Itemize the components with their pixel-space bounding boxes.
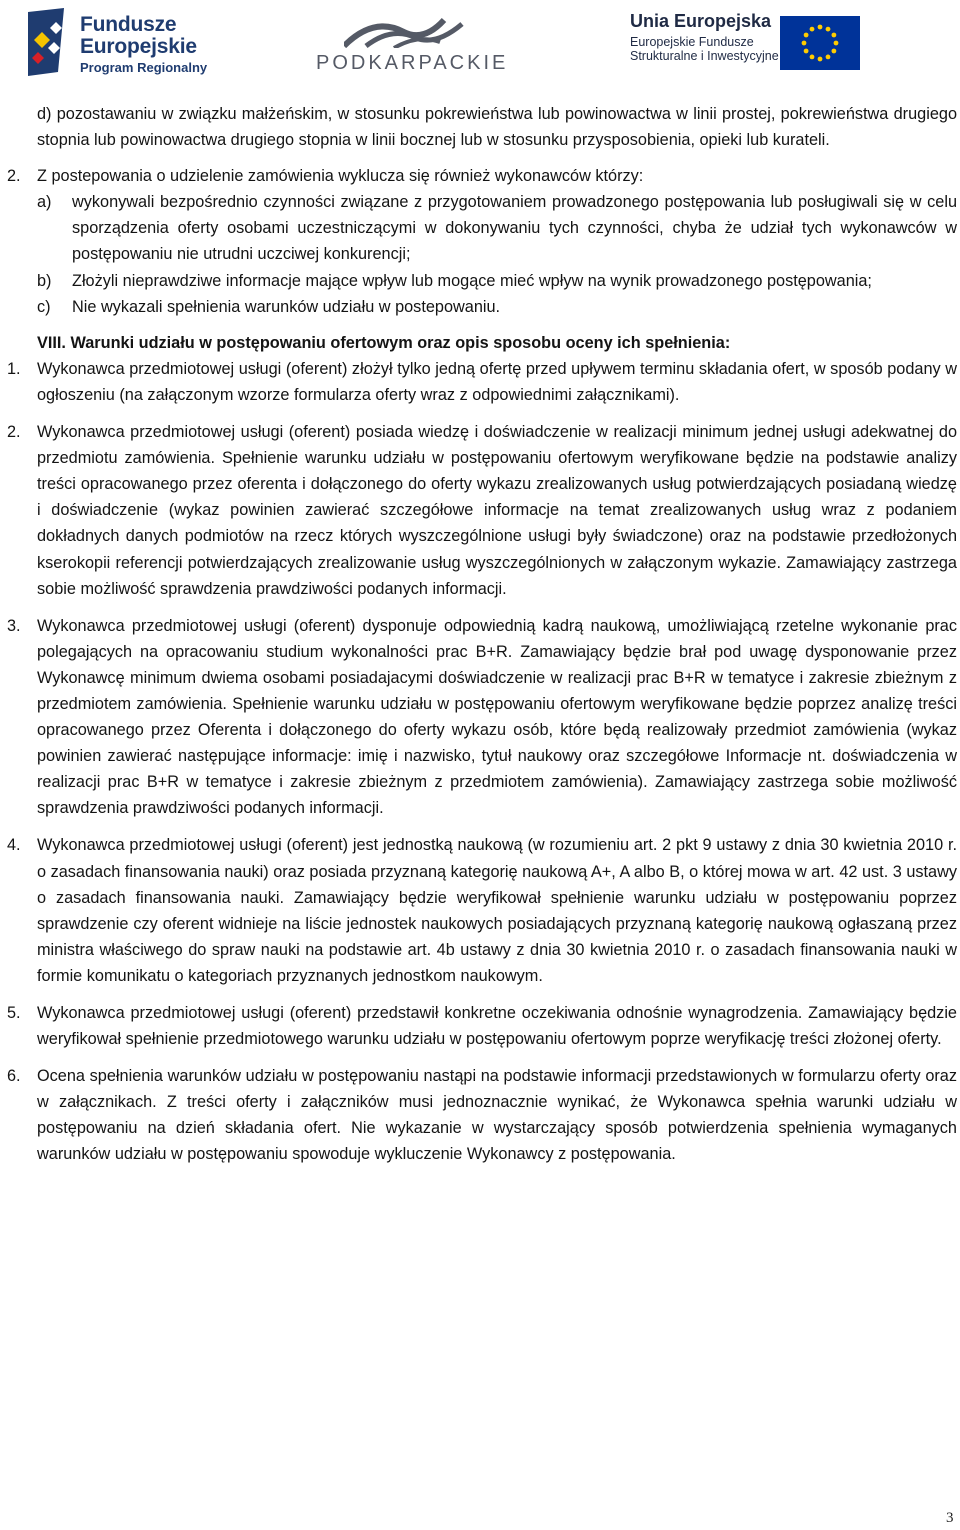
item-number: 4.	[7, 836, 21, 855]
item-number: 5.	[7, 1004, 21, 1022]
item-text: Ocena spełnienia warunków udziału w postępowaniu nastąpi na podstawie informacji przedstawionych w formularzu oferty oraz w załącznikach. Z treści oferty i załączników musi jednoznacznie wynikać, że Wykonawca spełnia warunki udziału w postępowaniu na dzień składania ofert. Nie wykazanie w wystarczający sposób potwierdzenia spełnienia wymaganych warunków udziału w postępowaniu spowoduje wykluczenie Wykonawcy z postępowania.	[37, 1067, 957, 1164]
logo-left-line3: Program Regionalny	[80, 60, 208, 75]
sub-item-text: Złożyli nieprawdziwe informacje mające wpływ lub mogące mieć wpływ na wynik prowadzonego postępowania;	[72, 271, 872, 290]
exclusion-item-2	[7, 163, 957, 189]
section-heading: VIII. Warunki udziału w postępowaniu ofertowym oraz opis sposobu oceny ich spełnienia:	[37, 333, 731, 352]
sub-item-b	[37, 268, 957, 294]
fundusze-europejskie-emblem-icon	[28, 8, 74, 76]
sub-item-label: a)	[37, 193, 52, 212]
logo-left-line2: Europejskie	[80, 35, 197, 58]
page-number: 3	[946, 1510, 954, 1526]
sub-item-text: Nie wykazali spełnienia warunków udziału w postepowaniu.	[72, 297, 501, 316]
eu-flag-icon	[780, 16, 860, 70]
item-number: 3.	[7, 616, 21, 635]
logo-left-line1: Fundusze	[80, 13, 177, 36]
condition-item-5	[7, 1000, 957, 1052]
sub-item-text: wykonywali bezpośrednio czynności związane z przygotowaniem prowadzonego postępowania lub posługiwali się w celu sporządzenia oferty osobami uczestniczącymi w dokonywaniu tych czynności, chyba że udział tych wykonawców w postępowaniu nie utrudni uczciwej konkurencji;	[72, 193, 957, 264]
item-number: 2.	[7, 167, 21, 186]
logo-right-line1: Unia Europejska	[630, 11, 772, 31]
condition-item-4	[7, 832, 957, 989]
item-number: 6.	[7, 1067, 21, 1086]
condition-item-3	[7, 613, 957, 822]
item-text: Wykonawca przedmiotowej usługi (oferent) dysponuje odpowiednią kadrą naukową, umożliwiającą rzetelne wykonanie prac polegających na opracowaniu studium wykonalności prac B+R. Zamawiający będzie brał pod uwagę dysponowanie przez Wykonawcę minimum dwiema osobami posiadajacymi doświadczenie w realizacji prac B+R w tematyce i zakresie zbieżnym z przedmiotem zamówienia. Spełnienie warunku udziału w postępowaniu ofertowym weryfikowane będzie poprzez analizę treści opracowanego przez Oferenta i dołączonego do oferty wykazu osób, które będą realizowały przedmiot zamówienia (wykaz powinien zawierać następujące informacje: imię i nazwisko, tytuł naukowy oraz szczegółowe Informacje nt. doświadczenia w realizacji prac B+R w tematyce i zakresie zbieżnym z przedmiotem zamówienia). Zamawiający zastrzega sobie możliwość sprawdzenia prawdziwości podanych informacji.	[37, 616, 957, 818]
item-text: Wykonawca przedmiotowej usługi (oferent) przedstawił konkretne oczekiwania odnośnie wynagrodzenia. Zamawiający będzie weryfikował spełnienie przedmiotowego warunku udziału w postępowaniu ofertowym poprze weryfikację treści złożonej oferty.	[37, 1004, 957, 1049]
condition-item-2	[7, 419, 957, 602]
item-text: Z postepowania o udzielenie zamówienia wyklucza się również wykonawców którzy:	[37, 167, 644, 186]
sub-item-label: b)	[37, 271, 52, 290]
item-number: 2.	[7, 423, 21, 442]
sub-item-c	[37, 294, 957, 320]
podkarpackie-mountains-icon	[344, 12, 464, 48]
item-text: Wykonawca przedmiotowej usługi (oferent) posiada wiedzę i doświadczenie w realizacji minimum jednej usługi adekwatnej do przedmiotu zamówienia. Spełnienie warunku udziału w postępowaniu ofertowym weryfikowane będzie na podstawie analizy treści opracowanego przez oferenta i dołączonego do oferty wykazu zrealizowanych usług potwierdzających posiadaną wiedzę i doświadczenie (wykaz powinien zawierać szczegółowe informacje na temat zrealizowanych usług wraz z podaniem dokładnych danych podmiotów na rzecz których wyszczególnione usługi były świadczone) oraz na podstawie przedłożonych kserokopii referencji potwierdzających zrealizowanie usług wyszczególnionych w załączonym wykazie. Zamawiający zastrzega sobie możliwość sprawdzenia prawdziwości podanych informacji.	[37, 423, 957, 598]
item-text: Wykonawca przedmiotowej usługi (oferent) złożył tylko jedną ofertę przed upływem terminu składania ofert, w sposób podany w ogłoszeniu (na załączonym wzorze formularza oferty wraz z odpowiednimi załącznikami).	[37, 359, 957, 404]
logo-right-line3: Strukturalne i Inwestycyjne	[630, 48, 779, 63]
fundusze-europejskie-logo	[28, 6, 228, 78]
logo-right-line2: Europejskie Fundusze	[630, 34, 754, 49]
document-body	[7, 101, 957, 1168]
condition-item-1	[7, 356, 957, 408]
paragraph-d: d) pozostawaniu w związku małżeńskim, w stosunku pokrewieństwa lub powinowactwa w linii prostej, pokrewieństwa drugiego stopnia lub powinowactwa drugiego stopnia w linii bocznej lub w stosunku przysposobienia, opieki lub kurateli.	[37, 105, 957, 150]
condition-item-6	[7, 1063, 957, 1167]
item-number: 1.	[7, 359, 21, 378]
sub-item-label: c)	[37, 297, 51, 316]
sub-item-a	[37, 189, 957, 267]
item-text: Wykonawca przedmiotowej usługi (oferent) jest jednostką naukową (w rozumieniu art. 2 pkt 9 ustawy z dnia 30 kwietnia 2010 r. o zasadach finansowania nauki) oraz posiada przyznaną kategorię naukową A+, A albo B, o której mowa w art. 42 ust. 3 ustawy o zasadach finansowania nauki. Zamawiający będzie weryfikował spełnienie warunku udziału w postępowaniu poprzez sprawdzenie czy oferent widnieje na liście jednostek naukowych posiadających przyznaną kategorię naukową ogłaszaną przez ministra właściwego do spraw nauki na podstawie art. 4b ustawy z dnia 30 kwietnia 2010 r. o zasadach finansowania nauki w formie komunikatu o kategoriach przyznanych jednostkom naukowym.	[37, 836, 957, 985]
podkarpackie-logo	[316, 12, 509, 74]
unia-europejska-logo	[630, 10, 870, 74]
page-header	[0, 0, 960, 86]
logo-center-text: PODKARPACKIE	[316, 52, 509, 74]
